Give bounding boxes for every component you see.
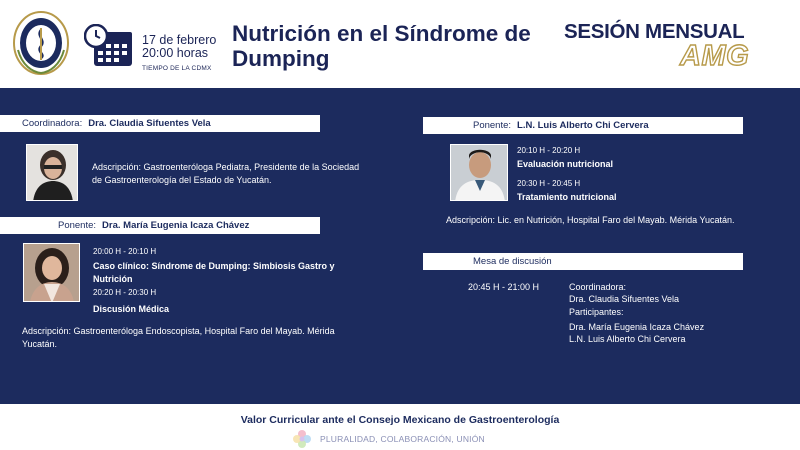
mesa-part-label: Participantes:	[569, 307, 624, 317]
event-date-day: 17 de febrero	[142, 33, 217, 47]
amg-brand: AMG	[680, 40, 750, 72]
ponente1-name: Dra. María Eugenia Icaza Chávez	[102, 220, 250, 231]
coordinadora-photo	[26, 144, 78, 201]
mesa-part2: L.N. Luis Alberto Chi Cervera	[569, 334, 686, 344]
flower-icon	[292, 429, 312, 449]
ponente1-bar	[0, 217, 320, 234]
mesa-coord-label: Coordinadora:	[569, 282, 627, 292]
coordinadora-bar	[0, 115, 320, 132]
valor-curricular: Valor Curricular ante el Consejo Mexicano de Gastroenterología	[240, 414, 560, 426]
lema-text: PLURALIDAD, COLABORACIÓN, UNIÓN	[320, 434, 485, 444]
mesa-time: 20:45 H - 21:00 H	[468, 282, 540, 292]
ponente1-slot1-time: 20:00 H - 20:10 H	[93, 247, 157, 256]
coordinadora-role: Coordinadora:	[22, 118, 83, 129]
ponente1-photo	[23, 243, 80, 302]
ponente2-name: L.N. Luis Alberto Chi Cervera	[517, 120, 649, 131]
ponente2-bar	[423, 117, 743, 134]
event-timezone: TIEMPO DE LA CDMX	[142, 65, 212, 72]
mesa-bar	[423, 253, 743, 270]
event-date	[142, 34, 216, 75]
ponente2-slot2-time: 20:30 H - 20:45 H	[517, 179, 581, 188]
mesa-title: Mesa de discusión	[473, 256, 552, 267]
mesa-part1: Dra. María Eugenia Icaza Chávez	[569, 322, 705, 332]
event-title: Nutrición en el Síndrome de Dumping	[232, 21, 531, 71]
ponente1-slot2-time: 20:20 H - 20:30 H	[93, 288, 157, 297]
ponente1-slot1-topic: Caso clínico: Síndrome de Dumping: Simbiosis Gastro y Nutrición	[93, 261, 335, 284]
mesa-coord-name: Dra. Claudia Sifuentes Vela	[569, 294, 680, 304]
ponente2-photo	[450, 144, 508, 201]
footer	[0, 404, 800, 450]
ponente1-adscripcion: Adscripción: Gastroenteróloga Endoscopista, Hospital Faro del Mayab. Mérida Yucatán.	[22, 326, 335, 349]
header	[0, 0, 800, 88]
coordinadora-adscripcion: Adscripción: Gastroenteróloga Pediatra, Presidente de la Sociedad de Gastroenterología del Estado de Yucatán.	[92, 162, 360, 185]
session-label: SESIÓN MENSUAL	[564, 20, 745, 43]
ponente1-role: Ponente:	[58, 220, 97, 231]
ponente2-slot1-time: 20:10 H - 20:20 H	[517, 146, 581, 155]
ponente2-slot1-topic: Evaluación nutricional	[517, 159, 614, 169]
ponente2-adscripcion: Adscripción: Lic. en Nutrición, Hospital Faro del Mayab. Mérida Yucatán.	[446, 215, 735, 225]
coordinadora-name: Dra. Claudia Sifuentes Vela	[88, 118, 211, 129]
event-date-time: 20:00 horas	[142, 46, 209, 60]
ponente2-role: Ponente:	[473, 120, 512, 131]
ponente1-slot2-topic: Discusión Médica	[93, 304, 170, 314]
calendar-clock-icon	[84, 24, 134, 68]
ponente2-slot2-topic: Tratamiento nutricional	[517, 192, 617, 202]
program-panel	[0, 88, 800, 404]
society-seal-logo	[12, 10, 70, 76]
